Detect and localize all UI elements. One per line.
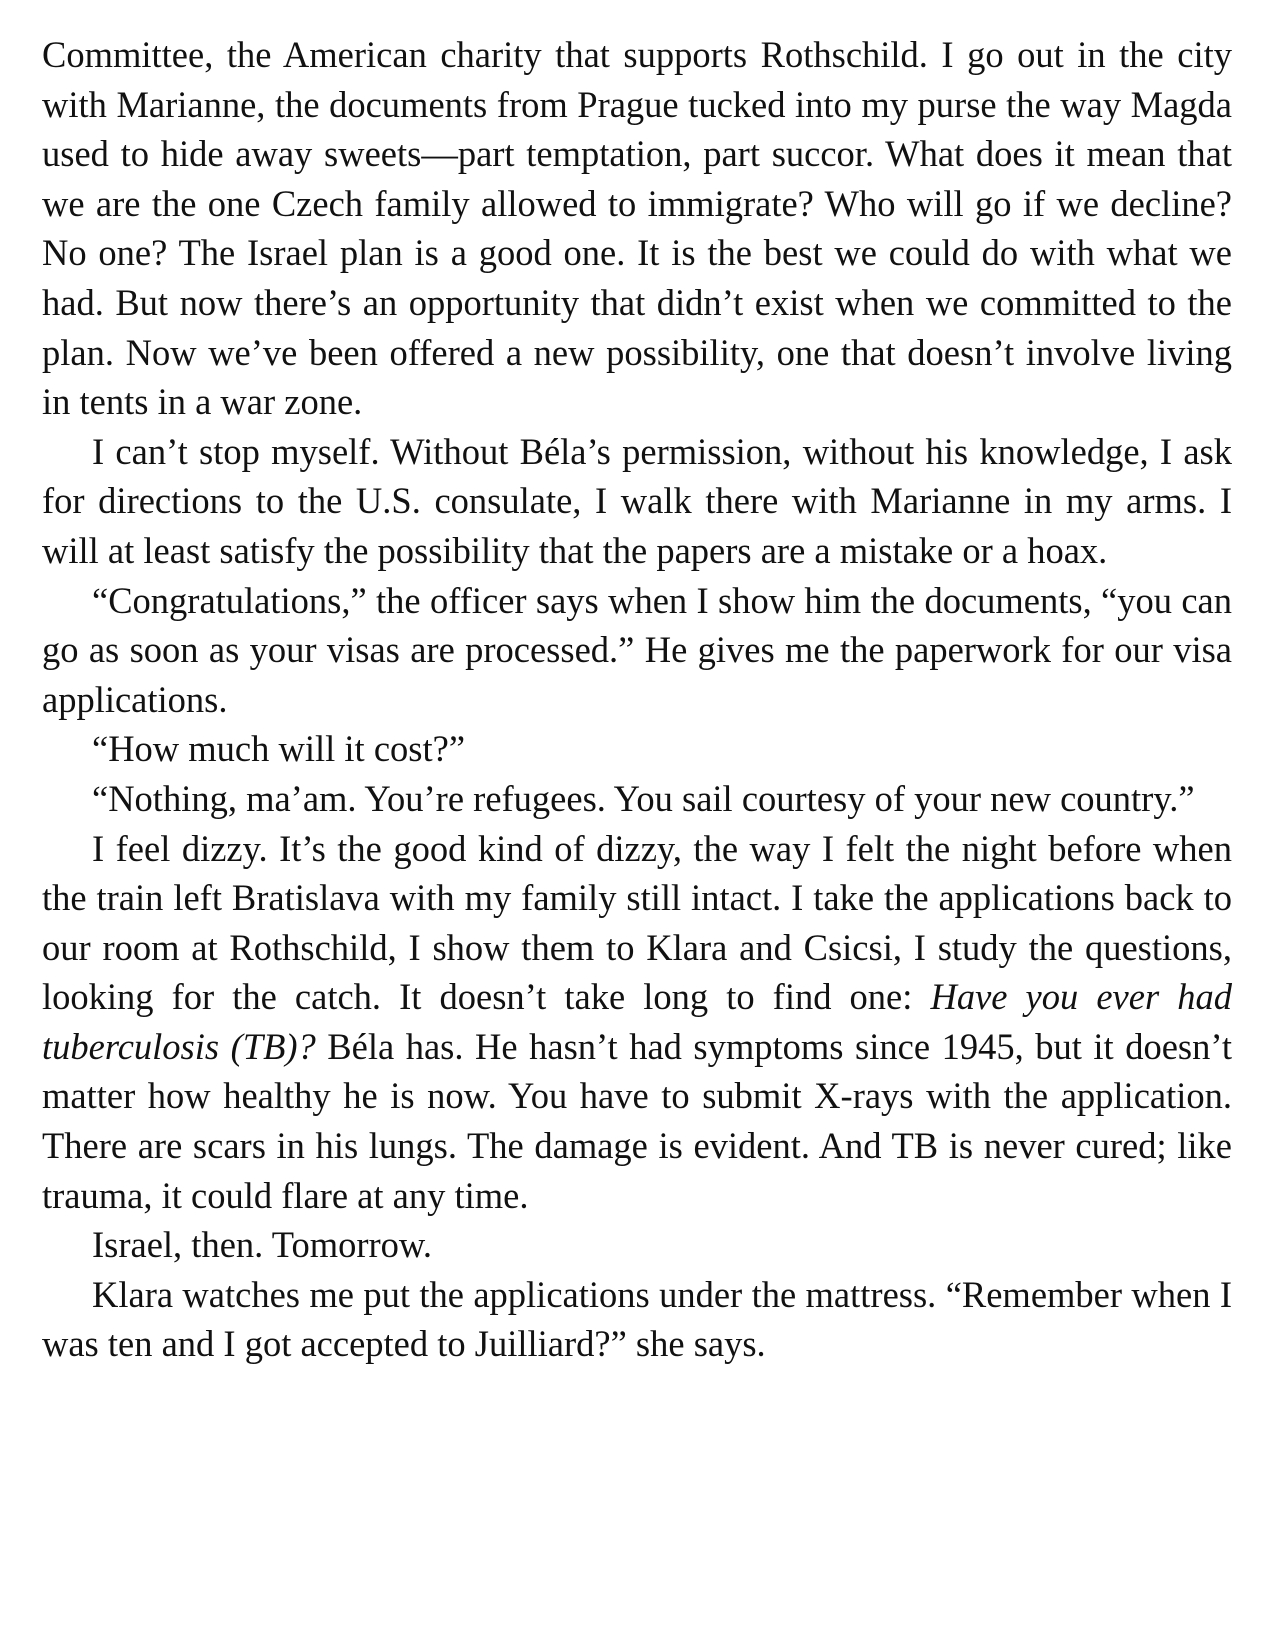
paragraph-dizzy-end: Béla has. He hasn’t had symptoms since 1945, but it doesn’t matter how healthy he is now. You have to submit X-rays with the application. There are scars in his lungs. The damage is evident. And TB is never cured; like trauma, it could flare at any time. (42, 1025, 1232, 1216)
paragraph-congratulations: “Congratulations,” the officer says when I show him the documents, “you can go as soon as your visas are processed.” He gives me the paperwork for our visa applications. (42, 579, 1232, 720)
paragraph-israel: Israel, then. Tomorrow. (92, 1224, 433, 1266)
paragraph-dizzy (42, 824, 1232, 1221)
paragraph-dizzy-start: I feel dizzy. It’s the good kind of dizzy, the way I felt the night before when the train left Bratislava with my family still intact. I take the applications back to our room at Rothschild, I show them to Klara and Csicsi, I study the questions, looking for the catch. It doesn’t take long to find one: (42, 827, 1232, 1018)
paragraph-cost-question: “How much will it cost?” (92, 728, 466, 770)
paragraph-consulate: I can’t stop myself. Without Béla’s permission, without his knowledge, I ask for directions to the U.S. consulate, I walk there with Marianne in my arms. I will at least satisfy the possibility that the papers are a mistake or a hoax. (42, 430, 1232, 571)
paragraph-committee: Committee, the American charity that supports Rothschild. I go out in the city with Marianne, the documents from Prague tucked into my purse the way Magda used to hide away sweets—part temptation, part succor. What does it mean that we are the one Czech family allowed to immigrate? Who will go if we decline? No one? The Israel plan is a good one. It is the best we could do with what we had. But now there’s an opportunity that didn’t exist when we committed to the plan. Now we’ve been offered a new possibility, one that doesn’t involve living in tents in a war zone. (42, 34, 1232, 423)
book-page (42, 30, 1232, 1369)
paragraph-klara: Klara watches me put the applications under the mattress. “Remember when I was ten and I got accepted to Juilliard?” she says. (42, 1273, 1232, 1365)
paragraph-refugees: “Nothing, ma’am. You’re refugees. You sail courtesy of your new country.” (92, 777, 1195, 819)
tuberculosis-question: Have you ever had tuberculosis (TB)? (42, 976, 1232, 1067)
